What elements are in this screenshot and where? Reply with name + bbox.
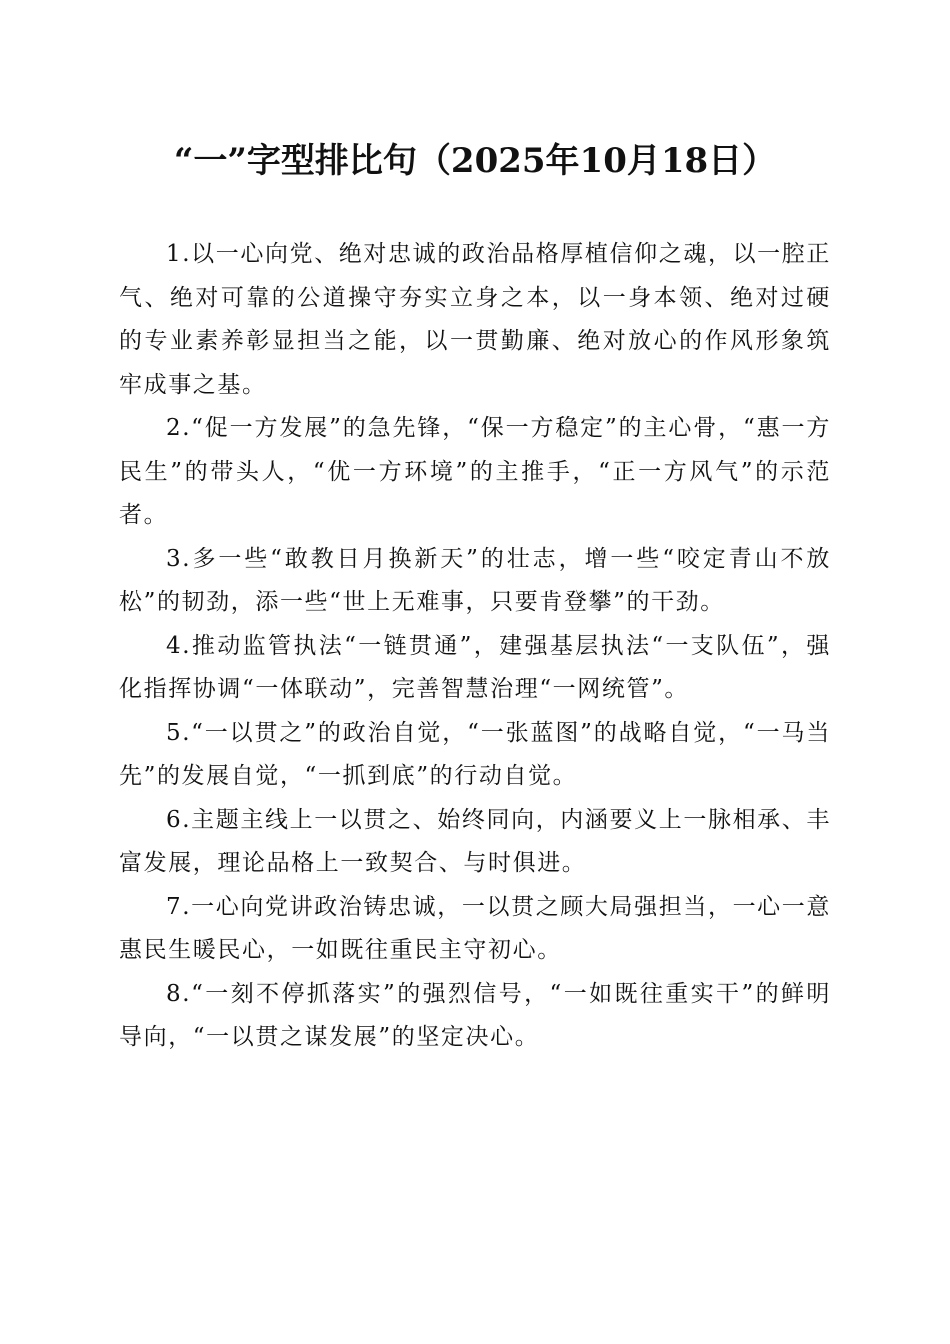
paragraph-4: 4.推动监管执法“一链贯通”，建强基层执法“一支队伍”，强化指挥协调“一体联动”，完善智慧治理“一网统管”。 [119, 632, 831, 702]
paragraph-2: 2.“促一方发展”的急先锋，“保一方稳定”的主心骨，“惠一方民生”的带头人，“优一方环境”的主推手，“正一方风气”的示范者。 [119, 415, 831, 528]
paragraph-7: 7.一心向党讲政治铸忠诚，一以贯之顾大局强担当，一心一意惠民生暖民心，一如既往重民主守初心。 [119, 893, 831, 963]
paragraph-1: 1.以一心向党、绝对忠诚的政治品格厚植信仰之魂，以一腔正气、绝对可靠的公道操守夯实立身之本，以一身本领、绝对过硬的专业素养彰显担当之能，以一贯勤廉、绝对放心的作风形象筑牢成事之基。 [119, 241, 831, 398]
paragraph-3: 3.多一些“敢教日月换新天”的壮志，增一些“咬定青山不放松”的韧劲，添一些“世上无难事，只要肯登攀”的干劲。 [119, 545, 831, 615]
document-body [119, 233, 831, 1060]
paragraph-8: 8.“一刻不停抓落实”的强烈信号，“一如既往重实干”的鲜明导向，“一以贯之谋发展”的坚定决心。 [119, 980, 831, 1050]
paragraph-5: 5.“一以贯之”的政治自觉，“一张蓝图”的战略自觉，“一马当先”的发展自觉，“一抓到底”的行动自觉。 [119, 719, 831, 789]
paragraph-6: 6.主题主线上一以贯之、始终同向，内涵要义上一脉相承、丰富发展，理论品格上一致契合、与时俱进。 [119, 806, 831, 876]
document-title: “一”字型排比句（2025年10月18日） [173, 141, 777, 181]
